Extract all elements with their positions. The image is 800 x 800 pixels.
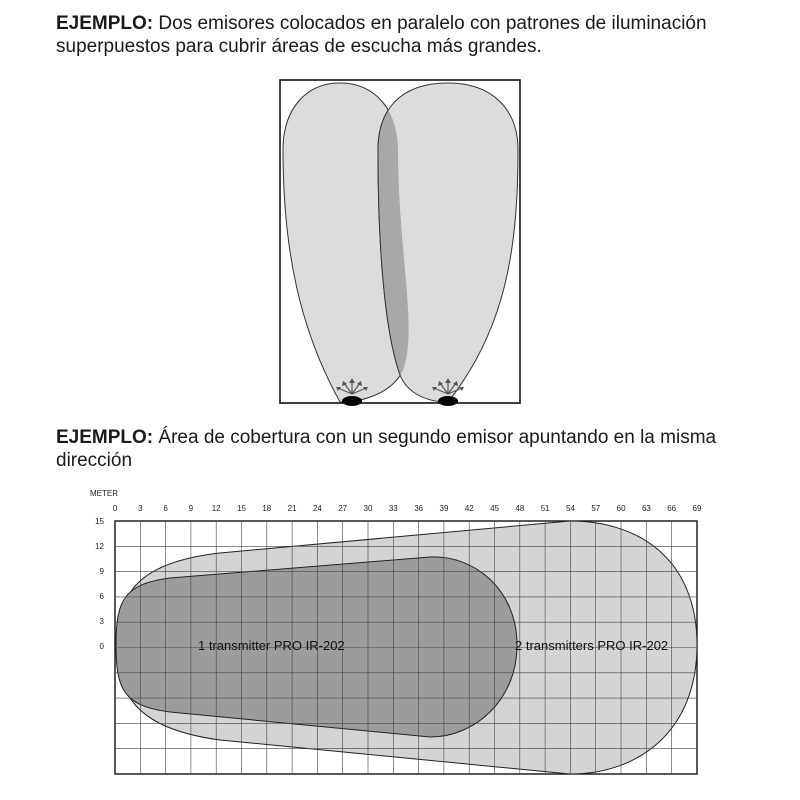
x-tick-label: 60 bbox=[616, 504, 626, 513]
coverage-chart bbox=[90, 489, 702, 774]
y-tick-label: 0 bbox=[99, 642, 104, 651]
parallel-emitters-diagram bbox=[280, 80, 520, 406]
x-tick-labels bbox=[113, 504, 702, 513]
x-tick-label: 42 bbox=[464, 504, 474, 513]
x-tick-label: 3 bbox=[138, 504, 143, 513]
x-tick-label: 30 bbox=[363, 504, 373, 513]
x-tick-label: 24 bbox=[312, 504, 322, 513]
x-tick-label: 15 bbox=[237, 504, 246, 513]
x-tick-label: 27 bbox=[338, 504, 348, 513]
x-tick-label: 36 bbox=[414, 504, 424, 513]
y-tick-labels bbox=[95, 517, 104, 651]
x-tick-label: 57 bbox=[591, 504, 601, 513]
y-tick-label: 6 bbox=[99, 592, 104, 601]
x-tick-label: 12 bbox=[211, 504, 221, 513]
x-tick-label: 6 bbox=[163, 504, 168, 513]
x-tick-label: 66 bbox=[667, 504, 677, 513]
x-tick-label: 45 bbox=[490, 504, 500, 513]
example2-label: EJEMPLO: bbox=[56, 427, 154, 448]
y-tick-label: 12 bbox=[95, 542, 104, 551]
x-tick-label: 54 bbox=[566, 504, 575, 513]
x-tick-label: 9 bbox=[188, 504, 194, 513]
unit-label: METER bbox=[90, 489, 118, 498]
example1-text: Dos emisores colocados en paralelo con patrones de iluminación superpuestos para cubrir áreas de escucha más grandes. bbox=[56, 13, 707, 57]
x-tick-label: 48 bbox=[515, 504, 525, 513]
example1-label: EJEMPLO: bbox=[56, 13, 154, 34]
x-tick-label: 33 bbox=[388, 504, 398, 513]
x-tick-label: 21 bbox=[287, 504, 297, 513]
area-label-two-transmitters: 2 transmitters PRO IR-202 bbox=[515, 638, 669, 653]
x-tick-label: 18 bbox=[262, 504, 272, 513]
area-label-one-transmitter: 1 transmitter PRO IR-202 bbox=[198, 638, 345, 653]
x-tick-label: 63 bbox=[641, 504, 651, 513]
y-tick-label: 9 bbox=[99, 567, 104, 576]
x-tick-label: 0 bbox=[112, 504, 118, 513]
y-tick-label: 15 bbox=[95, 517, 104, 526]
x-tick-label: 51 bbox=[540, 504, 550, 513]
x-tick-label: 69 bbox=[692, 504, 702, 513]
x-tick-label: 39 bbox=[439, 504, 449, 513]
y-tick-label: 3 bbox=[99, 617, 104, 626]
example2-text: Área de cobertura con un segundo emisor apuntando en la misma dirección bbox=[56, 427, 717, 471]
